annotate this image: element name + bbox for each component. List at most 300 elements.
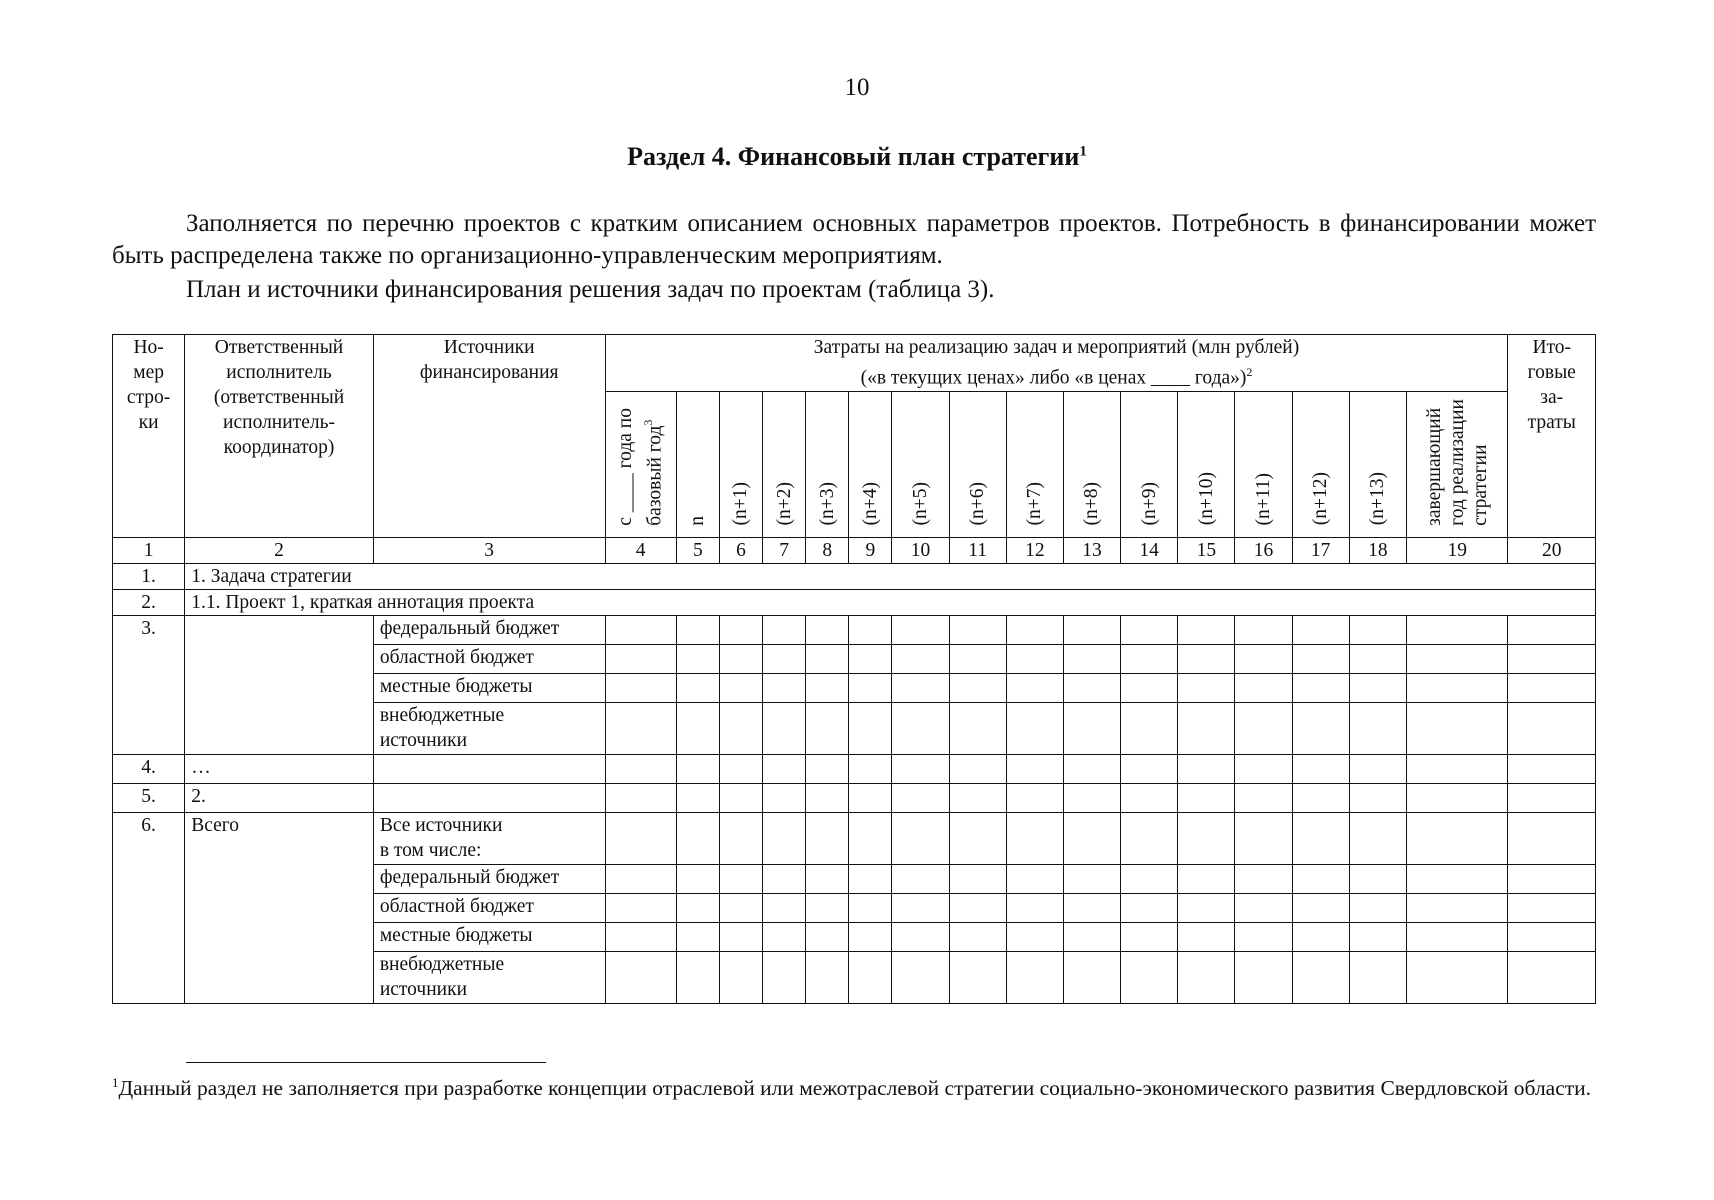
- value-cell: [1063, 783, 1120, 812]
- header-costs: [605, 335, 1508, 392]
- source-cell: федеральный бюджет: [373, 615, 605, 644]
- header-line: Но-: [133, 337, 164, 358]
- table-row: [113, 783, 1596, 812]
- value-cell: [892, 812, 949, 864]
- value-cell: [949, 812, 1006, 864]
- header-line: говые: [1527, 362, 1576, 383]
- value-cell: [605, 922, 676, 951]
- value-cell: [1178, 864, 1235, 893]
- row-number: 4.: [113, 754, 185, 783]
- executor-cell: 2.: [185, 783, 374, 812]
- header-final-year: [1406, 391, 1508, 537]
- source-cell: [373, 783, 605, 812]
- value-cell: [1508, 673, 1596, 702]
- value-cell: [605, 754, 676, 783]
- value-cell: [1235, 893, 1292, 922]
- value-cell: [763, 783, 806, 812]
- value-cell: [719, 922, 762, 951]
- header-line: с ____ года по: [615, 407, 637, 526]
- executor-cell: Всего: [185, 812, 374, 1003]
- value-cell: [849, 615, 892, 644]
- value-cell: [1349, 893, 1406, 922]
- column-number: 9: [849, 537, 892, 563]
- header-line: Источники: [443, 337, 535, 358]
- value-cell: [1006, 864, 1063, 893]
- source-cell: областной бюджет: [373, 893, 605, 922]
- value-cell: [1508, 951, 1596, 1003]
- value-cell: [763, 702, 806, 754]
- value-cell: [1292, 673, 1349, 702]
- header-line: финансирования: [419, 362, 559, 383]
- financial-plan-table: [112, 334, 1596, 1004]
- header-year: [1063, 391, 1120, 537]
- header-year-label: (n+5): [909, 482, 931, 526]
- value-cell: [1063, 754, 1120, 783]
- value-cell: [949, 951, 1006, 1003]
- value-cell: [676, 673, 719, 702]
- header-line: завершающий: [1423, 407, 1445, 526]
- value-cell: [1508, 644, 1596, 673]
- intro-paragraph: Заполняется по перечню проектов с кратким описанием основных параметров проектов. Потребность в финансировании может быть распределена также по организационно-управленческим мероприятиям.: [112, 210, 1596, 269]
- value-cell: [806, 812, 849, 864]
- source-line: Все источники: [379, 814, 503, 836]
- value-cell: [1121, 922, 1178, 951]
- header-year: [1349, 391, 1406, 537]
- value-cell: [806, 754, 849, 783]
- value-cell: [1178, 702, 1235, 754]
- column-number: 16: [1235, 537, 1292, 563]
- value-cell: [1406, 783, 1508, 812]
- value-cell: [763, 864, 806, 893]
- value-cell: [806, 615, 849, 644]
- value-cell: [892, 893, 949, 922]
- header-year: [1121, 391, 1178, 537]
- value-cell: [1006, 922, 1063, 951]
- column-number: 5: [676, 537, 719, 563]
- value-cell: [1063, 673, 1120, 702]
- value-cell: [1406, 812, 1508, 864]
- header-year-label: (n+9): [1138, 482, 1160, 526]
- value-cell: [1292, 864, 1349, 893]
- source-cell: [373, 812, 605, 864]
- value-cell: [605, 673, 676, 702]
- value-cell: [763, 644, 806, 673]
- value-cell: [1063, 864, 1120, 893]
- value-cell: [1508, 864, 1596, 893]
- value-cell: [1235, 615, 1292, 644]
- value-cell: [1292, 922, 1349, 951]
- value-cell: [1121, 951, 1178, 1003]
- header-year: [849, 391, 892, 537]
- row-number: 5.: [113, 783, 185, 812]
- value-cell: [949, 754, 1006, 783]
- value-cell: [1178, 673, 1235, 702]
- value-cell: [605, 951, 676, 1003]
- column-number: 1: [113, 537, 185, 563]
- value-cell: [849, 644, 892, 673]
- intro-paragraph: План и источники финансирования решения задач по проектам (таблица 3).: [186, 276, 995, 303]
- value-cell: [806, 783, 849, 812]
- value-cell: [849, 673, 892, 702]
- value-cell: [949, 615, 1006, 644]
- value-cell: [892, 864, 949, 893]
- header-line: (ответственный: [213, 387, 345, 408]
- value-cell: [1235, 673, 1292, 702]
- header-row-number: [113, 335, 185, 538]
- value-cell: [719, 812, 762, 864]
- value-cell: [1121, 673, 1178, 702]
- header-line: исполнитель-: [223, 412, 335, 433]
- value-cell: [1006, 783, 1063, 812]
- header-year-label: (n+10): [1195, 472, 1217, 526]
- value-cell: [1406, 644, 1508, 673]
- value-cell: [1121, 783, 1178, 812]
- column-number: 18: [1349, 537, 1406, 563]
- value-cell: [1178, 754, 1235, 783]
- value-cell: [763, 673, 806, 702]
- value-cell: [849, 951, 892, 1003]
- value-cell: [1006, 615, 1063, 644]
- value-cell: [1121, 702, 1178, 754]
- value-cell: [892, 922, 949, 951]
- source-line: в том числе:: [379, 839, 482, 861]
- column-number: 11: [949, 537, 1006, 563]
- page-number: 10: [844, 74, 870, 101]
- value-cell: [949, 783, 1006, 812]
- value-cell: [1508, 812, 1596, 864]
- header-year-label: (n+13): [1367, 472, 1389, 526]
- header-year-label: (n+11): [1253, 472, 1274, 526]
- value-cell: [1063, 893, 1120, 922]
- header-year-label: (n+3): [816, 482, 838, 526]
- value-cell: [806, 951, 849, 1003]
- value-cell: [1349, 951, 1406, 1003]
- table-row: [113, 589, 1596, 615]
- value-cell: [892, 615, 949, 644]
- value-cell: [676, 783, 719, 812]
- footnote-mark: 1: [112, 1075, 119, 1090]
- value-cell: [1121, 893, 1178, 922]
- column-number: 10: [892, 537, 949, 563]
- value-cell: [1292, 702, 1349, 754]
- row-number: 6.: [113, 812, 185, 1003]
- header-year: [719, 391, 762, 537]
- value-cell: [1292, 644, 1349, 673]
- header-line: за-: [1540, 387, 1564, 408]
- value-cell: [1508, 702, 1596, 754]
- value-cell: [605, 783, 676, 812]
- value-cell: [849, 893, 892, 922]
- header-year-label: n: [687, 515, 709, 526]
- value-cell: [1063, 615, 1120, 644]
- value-cell: [892, 754, 949, 783]
- header-line: исполнитель: [226, 362, 332, 383]
- value-cell: [676, 754, 719, 783]
- value-cell: [1178, 893, 1235, 922]
- value-cell: [1406, 951, 1508, 1003]
- footnote-mark: 3: [641, 419, 656, 426]
- value-cell: [949, 644, 1006, 673]
- value-cell: [849, 754, 892, 783]
- value-cell: [605, 893, 676, 922]
- value-cell: [719, 673, 762, 702]
- value-cell: [1406, 864, 1508, 893]
- value-cell: [1406, 893, 1508, 922]
- value-cell: [1121, 644, 1178, 673]
- column-number: 6: [719, 537, 762, 563]
- footnote-mark: 1: [1079, 143, 1087, 160]
- value-cell: [1006, 951, 1063, 1003]
- value-cell: [1063, 951, 1120, 1003]
- value-cell: [1121, 754, 1178, 783]
- source-line: источники: [379, 729, 468, 751]
- value-cell: [1063, 702, 1120, 754]
- value-cell: [1235, 644, 1292, 673]
- value-cell: [1235, 951, 1292, 1003]
- column-number: 14: [1121, 537, 1178, 563]
- value-cell: [1063, 644, 1120, 673]
- value-cell: [719, 754, 762, 783]
- value-cell: [1406, 922, 1508, 951]
- footnote-divider: [186, 1062, 546, 1063]
- value-cell: [676, 922, 719, 951]
- header-line: мер: [133, 362, 164, 383]
- value-cell: [763, 812, 806, 864]
- source-cell: местные бюджеты: [373, 922, 605, 951]
- value-cell: [949, 673, 1006, 702]
- value-cell: [1292, 951, 1349, 1003]
- header-year-label: (n+4): [859, 482, 881, 526]
- header-line: стро-: [126, 387, 171, 408]
- value-cell: [763, 922, 806, 951]
- value-cell: [1178, 922, 1235, 951]
- value-cell: [676, 644, 719, 673]
- value-cell: [949, 893, 1006, 922]
- header-line: ки: [138, 412, 159, 433]
- value-cell: [1121, 615, 1178, 644]
- value-cell: [806, 644, 849, 673]
- header-line: траты: [1527, 412, 1576, 433]
- value-cell: [949, 702, 1006, 754]
- table-row: [113, 563, 1596, 589]
- header-year: [1006, 391, 1063, 537]
- value-cell: [605, 864, 676, 893]
- value-cell: [1006, 644, 1063, 673]
- source-cell: областной бюджет: [373, 644, 605, 673]
- section-title-text: Раздел 4. Финансовый план стратегии: [627, 142, 1080, 171]
- value-cell: [1292, 893, 1349, 922]
- footnote-mark: 2: [1246, 365, 1253, 379]
- value-cell: [1235, 783, 1292, 812]
- value-cell: [605, 615, 676, 644]
- value-cell: [1406, 615, 1508, 644]
- header-year-label: (n+7): [1024, 482, 1046, 526]
- table-row: [113, 812, 1596, 864]
- value-cell: [1406, 754, 1508, 783]
- value-cell: [719, 783, 762, 812]
- column-numbers-row: [113, 537, 1596, 563]
- header-year: [1178, 391, 1235, 537]
- value-cell: [1292, 812, 1349, 864]
- header-year: [892, 391, 949, 537]
- value-cell: [1178, 812, 1235, 864]
- header-line: Ито-: [1532, 337, 1572, 358]
- value-cell: [1292, 783, 1349, 812]
- header-total: [1508, 335, 1596, 538]
- value-cell: [1178, 644, 1235, 673]
- value-cell: [949, 864, 1006, 893]
- value-cell: [849, 783, 892, 812]
- value-cell: [1406, 702, 1508, 754]
- header-line: Затраты на реализацию задач и мероприятий (млн рублей): [813, 337, 1300, 358]
- column-number: 2: [185, 537, 374, 563]
- value-cell: [763, 754, 806, 783]
- value-cell: [849, 922, 892, 951]
- value-cell: [719, 951, 762, 1003]
- value-cell: [1178, 615, 1235, 644]
- value-cell: [1349, 644, 1406, 673]
- value-cell: [849, 864, 892, 893]
- value-cell: [892, 951, 949, 1003]
- value-cell: [1121, 812, 1178, 864]
- value-cell: [1121, 864, 1178, 893]
- intro-text: [112, 208, 1596, 306]
- source-line: внебюджетные: [379, 953, 505, 975]
- footnote-text: Данный раздел не заполняется при разработке концепции отраслевой или межотраслевой стратегии социально-экономического развития Свердловской области.: [118, 1076, 1592, 1101]
- value-cell: [806, 864, 849, 893]
- value-cell: [892, 644, 949, 673]
- header-year: [1235, 391, 1292, 537]
- value-cell: [605, 702, 676, 754]
- value-cell: [719, 864, 762, 893]
- header-line: («в текущих ценах» либо «в ценах ____ года»): [860, 367, 1247, 389]
- value-cell: [719, 644, 762, 673]
- value-cell: [1508, 754, 1596, 783]
- value-cell: [1235, 702, 1292, 754]
- source-line: источники: [379, 978, 468, 1000]
- column-number: 13: [1063, 537, 1120, 563]
- value-cell: [1006, 812, 1063, 864]
- value-cell: [1063, 922, 1120, 951]
- table-row: [113, 754, 1596, 783]
- value-cell: [719, 893, 762, 922]
- value-cell: [1508, 922, 1596, 951]
- column-number: 20: [1508, 537, 1596, 563]
- value-cell: [719, 615, 762, 644]
- header-line: координатор): [223, 437, 335, 458]
- source-line: внебюджетные: [379, 704, 505, 726]
- executor-cell: [185, 615, 374, 754]
- value-cell: [763, 615, 806, 644]
- value-cell: [676, 702, 719, 754]
- value-cell: [1235, 812, 1292, 864]
- row-number: 2.: [113, 589, 185, 615]
- value-cell: [892, 673, 949, 702]
- value-cell: [1508, 615, 1596, 644]
- value-cell: [719, 702, 762, 754]
- column-number: 17: [1292, 537, 1349, 563]
- value-cell: [676, 951, 719, 1003]
- value-cell: [1406, 673, 1508, 702]
- row-number: 1.: [113, 563, 185, 589]
- source-cell: [373, 754, 605, 783]
- source-cell: местные бюджеты: [373, 673, 605, 702]
- header-line: стратегии: [1469, 444, 1491, 526]
- value-cell: [1349, 615, 1406, 644]
- value-cell: [1178, 951, 1235, 1003]
- header-line: базовый год: [644, 425, 666, 526]
- value-cell: [1508, 783, 1596, 812]
- value-cell: [806, 673, 849, 702]
- header-year: [763, 391, 806, 537]
- value-cell: [1235, 864, 1292, 893]
- header-year-label: (n+6): [967, 482, 989, 526]
- header-year: [806, 391, 849, 537]
- value-cell: [1006, 673, 1063, 702]
- column-number: 3: [373, 537, 605, 563]
- value-cell: [849, 812, 892, 864]
- value-cell: [605, 644, 676, 673]
- header-year-label: (n+12): [1310, 472, 1332, 526]
- value-cell: [1349, 864, 1406, 893]
- header-year: [1292, 391, 1349, 537]
- value-cell: [1349, 673, 1406, 702]
- header-year: [949, 391, 1006, 537]
- value-cell: [676, 864, 719, 893]
- value-cell: [1349, 754, 1406, 783]
- value-cell: [1349, 783, 1406, 812]
- source-cell: федеральный бюджет: [373, 864, 605, 893]
- column-number: 8: [806, 537, 849, 563]
- source-cell: [373, 951, 605, 1003]
- value-cell: [1292, 615, 1349, 644]
- value-cell: [1349, 922, 1406, 951]
- footnote: [112, 1068, 1596, 1103]
- header-line: Ответственный: [214, 337, 344, 358]
- value-cell: [806, 893, 849, 922]
- value-cell: [676, 893, 719, 922]
- value-cell: [1292, 754, 1349, 783]
- value-cell: [849, 702, 892, 754]
- header-line: год реализации: [1446, 398, 1468, 526]
- value-cell: [1178, 783, 1235, 812]
- value-cell: [806, 922, 849, 951]
- value-cell: [763, 893, 806, 922]
- value-cell: [892, 702, 949, 754]
- value-cell: [676, 812, 719, 864]
- value-cell: [1235, 754, 1292, 783]
- value-cell: [806, 702, 849, 754]
- header-base-period: [605, 391, 676, 537]
- executor-cell: …: [185, 754, 374, 783]
- project-title: 1.1. Проект 1, краткая аннотация проекта: [185, 589, 1596, 615]
- header-year-label: (n+8): [1081, 482, 1103, 526]
- section-title: [0, 142, 1714, 172]
- header-year-label: (n+1): [730, 482, 752, 526]
- task-title: 1. Задача стратегии: [185, 563, 1596, 589]
- value-cell: [949, 922, 1006, 951]
- value-cell: [763, 951, 806, 1003]
- header-executor: [185, 335, 374, 538]
- value-cell: [1006, 754, 1063, 783]
- header-sources: [373, 335, 605, 538]
- value-cell: [1235, 922, 1292, 951]
- header-year-label: (n+2): [773, 482, 795, 526]
- value-cell: [892, 783, 949, 812]
- value-cell: [1349, 812, 1406, 864]
- column-number: 19: [1406, 537, 1508, 563]
- header-year: [676, 391, 719, 537]
